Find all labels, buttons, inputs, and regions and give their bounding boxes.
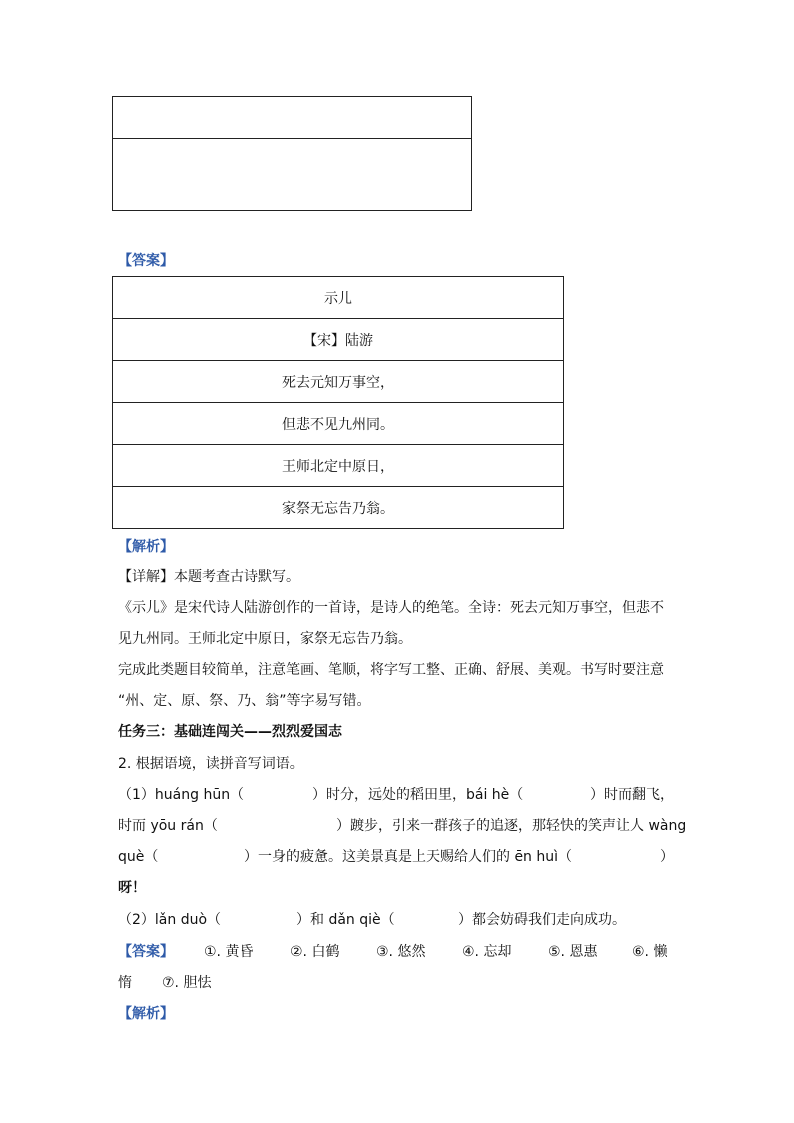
poem-author: 【宋】陆游 [113, 319, 564, 361]
explanation-line-1: 《示儿》是宋代诗人陆游创作的一首诗，是诗人的绝笔。全诗：死去元知万事空，但悲不 [118, 600, 664, 616]
answer-item-4: ④. 忘却 [462, 944, 512, 960]
empty-table-row-2 [113, 139, 472, 211]
q1-line-2a: 时而 yōu rán（ [118, 818, 218, 834]
q1-line-4: 呀！ [118, 880, 146, 896]
empty-table [112, 96, 472, 211]
answer-item-6-wrap: 惰 [118, 975, 132, 991]
poem-line-2: 但悲不见九州同。 [113, 403, 564, 445]
empty-table-row-1 [113, 97, 472, 139]
poem-table [112, 276, 564, 529]
explanation-line-3: 完成此类题目较简单，注意笔画、笔顺，将字写工整、正确、舒展、美观。书写时要注意 [118, 662, 664, 678]
q1-line-3c: ） [660, 849, 674, 865]
answer-item-2: ②. 白鹤 [290, 944, 340, 960]
answer-tag: 【答案】 [118, 253, 174, 269]
answer-item-3: ③. 悠然 [376, 944, 426, 960]
answer-item-1: ①. 黄昏 [204, 944, 254, 960]
analysis-tag-2: 【解析】 [118, 1006, 174, 1022]
answer-item-5: ⑤. 恩惠 [548, 944, 598, 960]
task-heading: 任务三：基础连闯关——烈烈爱国志 [118, 724, 342, 740]
q1-line-2b: ）踱步，引来一群孩子的追逐，那轻快的笑声让人 wàng [336, 818, 687, 834]
q2-line-b: ）和 dǎn qiè（ [296, 912, 395, 928]
answer-item-7: ⑦. 胆怯 [162, 975, 212, 991]
explanation-line-4: “州、定、原、祭、乃、翁”等字易写错。 [118, 693, 371, 709]
poem-title: 示儿 [113, 277, 564, 319]
analysis-tag: 【解析】 [118, 539, 174, 555]
q2-line-c: ）都会妨碍我们走向成功。 [458, 912, 626, 928]
poem-line-3: 王师北定中原日， [113, 445, 564, 487]
answer-item-6: ⑥. 懒 [632, 944, 668, 960]
q1-line-3b: ）一身的疲惫。这美景真是上天赐给人们的 ēn huì（ [244, 849, 573, 865]
poem-line-4: 家祭无忘告乃翁。 [113, 487, 564, 529]
explanation-line-2: 见九州同。王师北定中原日，家祭无忘告乃翁。 [118, 631, 412, 647]
detail-line: 【详解】本题考查古诗默写。 [118, 569, 300, 585]
answer-tag-2: 【答案】 [118, 944, 174, 960]
q1-line-1a: （1）huáng hūn（ [118, 787, 245, 803]
q2-line-a: （2）lǎn duò（ [118, 912, 222, 928]
poem-line-1: 死去元知万事空， [113, 361, 564, 403]
q1-line-3a: què（ [118, 849, 159, 865]
question-number: 2. 根据语境，读拼音写词语。 [118, 756, 304, 772]
q1-line-1c: ）时而翻飞， [590, 787, 674, 803]
q1-line-1b: ）时分，远处的稻田里，bái hè（ [312, 787, 524, 803]
